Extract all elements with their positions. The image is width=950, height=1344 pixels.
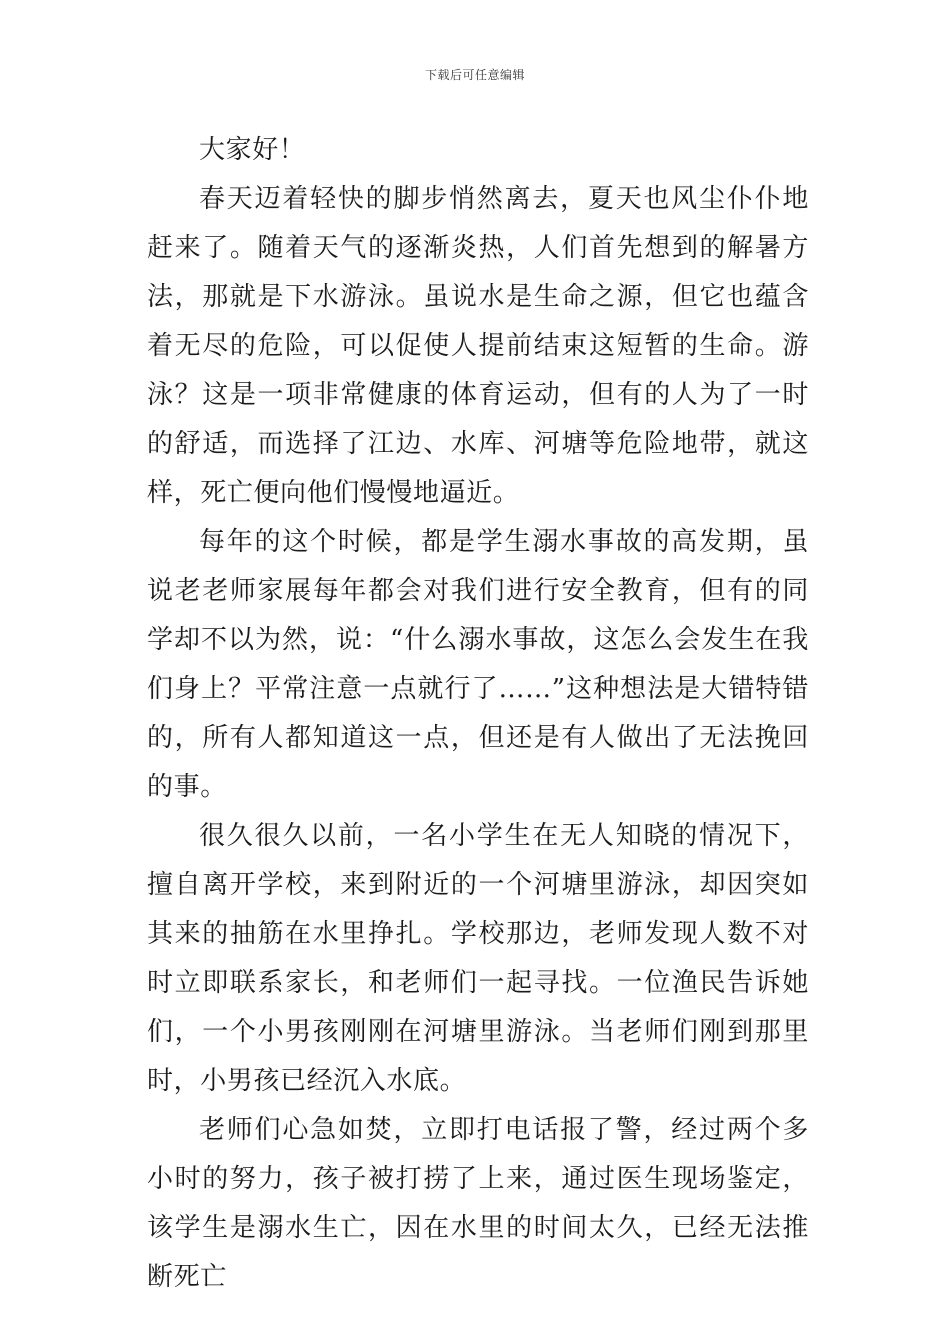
paragraph: 每年的这个时候，都是学生溺水事故的高发期，虽说老老师家展每年都会对我们进行安全教育，但有的同学却不以为然，说：“什么溺水事故，这怎么会发生在我们身上？平常注意一点就行了……”这种想法是大错特错的，所有人都知道这一点，但还是有人做出了无法挽回的事。 (147, 527, 809, 802)
paragraph: 春天迈着轻快的脚步悄然离去，夏天也风尘仆仆地赶来了。随着天气的逐渐炎热，人们首先想到的解暑方法，那就是下水游泳。虽说水是生命之源，但它也蕴含着无尽的危险，可以促使人提前结束这短暂的生命。游泳？这是一项非常健康的体育运动，但有的人为了一时的舒适，而选择了江边、水库、河塘等危险地带，就这样，死亡便向他们慢慢地逼近。 (147, 184, 809, 508)
document-body (147, 126, 809, 1302)
paragraph-greeting: 大家好！ (199, 135, 306, 165)
paragraph: 很久很久以前，一名小学生在无人知晓的情况下，擅自离开学校，来到附近的一个河塘里游泳，却因突如其来的抽筋在水里挣扎。学校那边，老师发现人数不对时立即联系家长，和老师们一起寻找。一位渔民告诉她们，一个小男孩刚刚在河塘里游泳。当老师们刚到那里时，小男孩已经沉入水底。 (147, 821, 809, 1096)
paragraph: 老师们心急如焚，立即打电话报了警，经过两个多小时的努力，孩子被打捞了上来，通过医生现场鉴定，该学生是溺水生亡，因在水里的时间太久，已经无法推断死亡 (147, 1115, 809, 1292)
page-header-note: 下载后可任意编辑 (424, 68, 525, 82)
